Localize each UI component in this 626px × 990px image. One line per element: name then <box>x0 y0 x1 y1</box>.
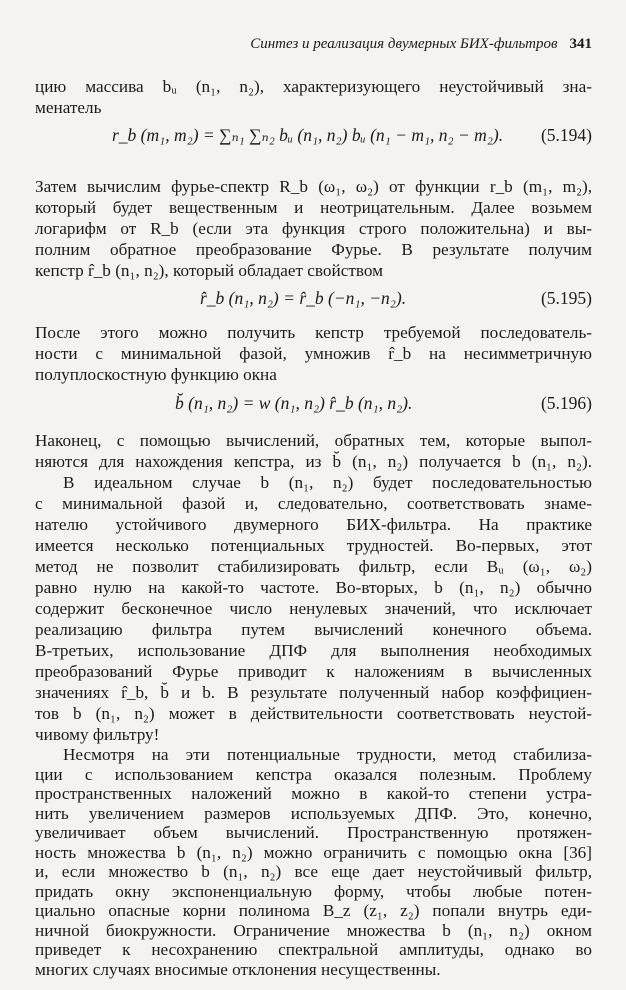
text-line: содержит бесконечное число ненулевых значений, что исключает <box>35 599 592 618</box>
text-line: цию массива bᵤ (n₁, n₂), характеризующего неустойчивый зна- <box>35 77 592 96</box>
text-line: приведет к несохранению спектральной амплитуды, однако во <box>35 940 592 959</box>
text-line: Несмотря на эти потенциальные трудности, метод стабилиза- <box>63 745 592 764</box>
text-line: реализацию фильтра путем вычислений конечного объема. <box>35 620 592 639</box>
text-line: Затем вычислим фурье-спектр R_b (ω₁, ω₂) от функции r_b (m₁, m₂), <box>35 177 592 196</box>
text-line: многих случаях вносимые отклонения несущественны. <box>35 959 441 979</box>
equation-number: (5.195) <box>540 288 592 308</box>
equation-5-196: b̆ (n₁, n₂) = w (n₁, n₂) r̂_b (n₁, n₂). <box>175 393 413 413</box>
text-line: Наконец, с помощью вычислений, обратных тем, которые выпол- <box>35 431 592 450</box>
page-number: 341 <box>569 36 592 52</box>
text-line: нить увеличением размеров используемых ДПФ. Это, конечно, <box>35 803 592 823</box>
text-line: пространственных наложений можно в какой-то степени устра- <box>35 784 592 803</box>
text-line: тов b (n₁, n₂) может в действительности соответствовать неустой- <box>35 704 592 723</box>
text-line: чивому фильтру! <box>35 725 160 744</box>
text-line: и, если множество b (n₁, n₂) все еще дает неустойчивый фильтр, <box>35 862 592 881</box>
text-line: нателю устойчивого двумерного БИХ-фильтра. На практике <box>35 515 592 534</box>
text-line: значениях r̂_b, b̆ и b. В результате полученный набор коэффициен- <box>35 683 592 702</box>
text-line: ность множества b (n₁, n₂) можно ограничить с помощью окна [36] <box>35 842 592 862</box>
equation-number: (5.194) <box>540 125 592 145</box>
text-line: После этого можно получить кепстр требуемой последователь- <box>35 323 592 342</box>
equation-number: (5.196) <box>540 393 592 413</box>
equation-5-195: r̂_b (n₁, n₂) = r̂_b (−n₁, −n₂). <box>200 288 407 308</box>
text-line: ничной биокружности. Ограничение множества b (n₁, n₂) окном <box>35 920 592 940</box>
page-header <box>200 36 592 53</box>
text-line: полуплоскостную функцию окна <box>35 365 277 384</box>
text-line: преобразований Фурье приводит к наложениям в вычисленных <box>35 662 592 681</box>
text-line: кепстр r̂_b (n₁, n₂), который обладает свойством <box>35 261 383 280</box>
text-line: с минимальной фазой и, следовательно, соответствовать знаме- <box>35 494 592 513</box>
text-line: метод не позволит стабилизировать фильтр, если Bᵤ (ω₁, ω₂) <box>35 557 592 576</box>
text-line: имеется несколько потенциальных трудностей. Во-первых, этот <box>35 536 592 555</box>
text-line: полним обратное преобразование Фурье. В результате получим <box>35 240 592 259</box>
running-title: Синтез и реализация двумерных БИХ-фильтров <box>250 36 558 52</box>
text-line: циально опасные корни полинома B_z (z₁, z₂) попали внутрь еди- <box>35 901 592 920</box>
text-line: няются для нахождения кепстра, из b̆ (n₁, n₂) получается b (n₁, n₂). <box>35 452 592 471</box>
text-line: В-третьих, использование ДПФ для выполнения необходимых <box>35 641 592 660</box>
text-line: менатель <box>35 98 102 117</box>
text-line: ности с минимальной фазой, умножив r̂_b на несимметричную <box>35 344 592 363</box>
text-line: придать окну экспоненциальную форму, чтобы любые потен- <box>35 881 592 901</box>
text-line: ции с использованием кепстра оказался полезным. Проблему <box>35 764 592 784</box>
text-line: В идеальном случае b (n₁, n₂) будет последовательностью <box>63 473 592 492</box>
equation-5-194: r_b (m₁, m₂) = ∑ₙ₁ ∑ₙ₂ bᵤ (n₁, n₂) bᵤ (n₁ − m₁, n₂ − m₂). <box>112 125 504 145</box>
text-line: увеличивает объем вычислений. Пространственную протяжен- <box>35 823 592 842</box>
text-line: который будет вещественным и неотрицательным. Далее возьмем <box>35 198 592 217</box>
text-line: логарифм от R_b (если эта функция строго положительна) и вы- <box>35 219 592 238</box>
text-line: равно нулю на какой-то частоте. Во-вторых, b (n₁, n₂) обычно <box>35 578 592 597</box>
